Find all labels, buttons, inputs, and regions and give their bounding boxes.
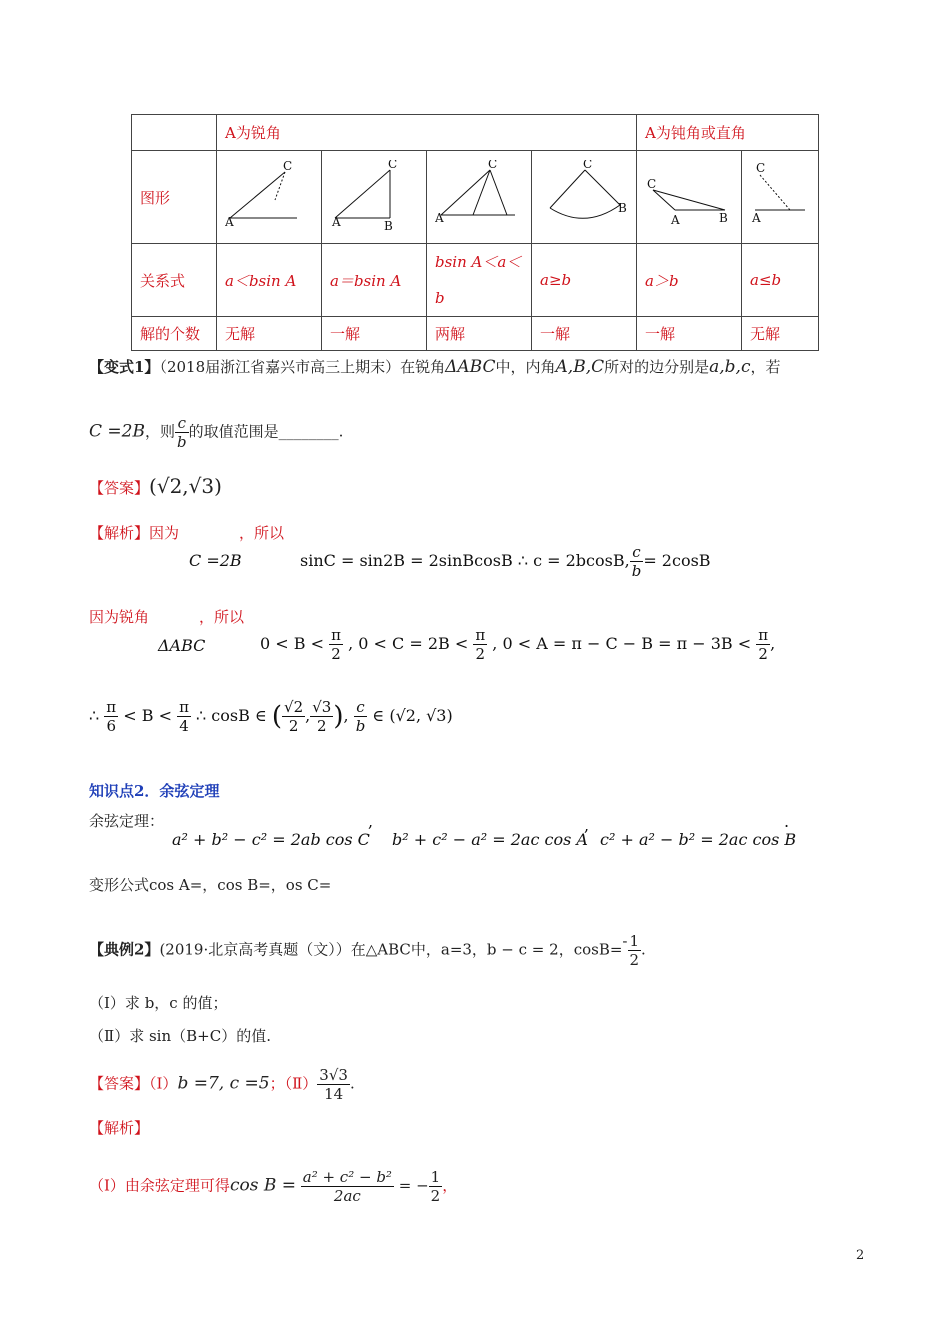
svg-text:B: B (618, 201, 627, 215)
c-equals-2b: C =2B (189, 551, 242, 570)
head-acute: A为锐角 (217, 115, 637, 151)
svg-text:C: C (647, 177, 657, 191)
relation-2: a＝bsin A (322, 244, 427, 317)
count-1: 无解 (217, 317, 322, 351)
svg-text:C: C (283, 160, 293, 173)
eq2: 0 < B < $\frac{\pi}{2}$ , 0 < C = 2B < $\frac{\pi}{2}$ , 0 < A = π − C − B = π − 3B < $\frac{\pi}{2}$ , (260, 626, 776, 663)
count-4: 一解 (532, 317, 637, 351)
analysis2-label: 【解析】 (89, 1119, 150, 1137)
relation-3: bsin A＜a＜b (427, 244, 532, 317)
row-figure-label: 图形 (132, 151, 217, 244)
example2-q1: （Ⅰ）求 b，c 的值； (89, 994, 228, 1012)
svg-text:A: A (435, 211, 444, 225)
answer2: 【答案】（Ⅰ）b =7, c =5；（Ⅱ） $\frac{3√3}{14}$ . (89, 1066, 355, 1103)
knowledge2-title: 知识点2．余弦定理 (89, 782, 220, 800)
count-5: 一解 (637, 317, 742, 351)
figure-3 (427, 151, 532, 244)
svg-text:C: C (756, 161, 766, 175)
page-number: 2 (856, 1248, 865, 1263)
variant1-line2: C =2B，则 $\frac{c}{b}$ 的取值范围是________. (89, 414, 344, 451)
analysis1-acute: 因为锐角 ，所以 (89, 608, 245, 626)
svg-text:A: A (671, 213, 680, 227)
count-6: 无解 (742, 317, 819, 351)
figure-1 (217, 151, 322, 244)
example2-line: 【典例2】(2019·北京高考真题（文））在△ABC中，a=3，b − c = 2，cosB=- $\frac{1}{2}$ . (89, 932, 646, 969)
answer1: 【答案】(√2,√3) (89, 474, 222, 498)
relation-5: a＞b (637, 244, 742, 317)
count-2: 一解 (322, 317, 427, 351)
tri-abc: ΔABC (158, 636, 206, 655)
example2-q2: （Ⅱ）求 sin（B+C）的值. (89, 1027, 271, 1045)
knowledge2-variant: 变形公式cos A=，cos B=，os C= (89, 876, 332, 894)
analysis2-step: （Ⅰ）由余弦定理可得cos B = $\frac{\text{a² + c² − b²}}{2ac}$ = − $\frac{1}{2}$ ， (89, 1168, 458, 1205)
svg-text:A: A (752, 211, 761, 225)
relation-4: a≥b (532, 244, 637, 317)
svg-text:B: B (384, 219, 393, 230)
cosine-formula-2: b² + c² − a² = 2ac cos A (392, 830, 588, 849)
triangle-cases-table (131, 114, 819, 351)
table-corner (132, 115, 217, 151)
cosine-formula-3: c² + a² − b² = 2ac cos B (600, 830, 797, 849)
cosine-formula-1: a² + b² − c² = 2ab cos C (172, 830, 370, 849)
figure-4 (532, 151, 637, 244)
eq3: ∴ $\frac{\pi}{6}$ < B < $\frac{\pi}{4}$ ∴ cosB ∈ ( $\frac{√2}{2}$ , $\frac{√3}{2}$ ), $\frac{c}{b}$ ∈ (√2, √3) (89, 698, 453, 735)
row-count-label: 解的个数 (132, 317, 217, 351)
variant1-line1: 【变式1】（2018届浙江省嘉兴市高三上期末）在锐角ΔABC中，内角A,B,C所对的边分别是a,b,c，若 (89, 357, 781, 377)
svg-text:A: A (332, 215, 341, 229)
svg-text:C: C (388, 160, 398, 171)
svg-text:B: B (719, 211, 728, 225)
figure-6 (742, 151, 819, 244)
knowledge2-label: 余弦定理： (89, 812, 165, 830)
relation-6: a≤b (742, 244, 819, 317)
analysis1-intro: 【解析】因为 ，所以 (89, 524, 285, 542)
svg-text:A: A (225, 215, 234, 229)
figure-5 (637, 151, 742, 244)
relation-1: a＜bsin A (217, 244, 322, 317)
head-obtuse: A为钝角或直角 (637, 115, 819, 151)
figure-2 (322, 151, 427, 244)
eq1: sinC = sin2B = 2sinBcosB ∴ c = 2bcosB, $\frac{c}{b}$ = 2cosB (300, 543, 711, 580)
count-3: 两解 (427, 317, 532, 351)
svg-text:C: C (488, 160, 498, 171)
svg-text:C: C (583, 160, 593, 171)
row-relation-label: 关系式 (132, 244, 217, 317)
